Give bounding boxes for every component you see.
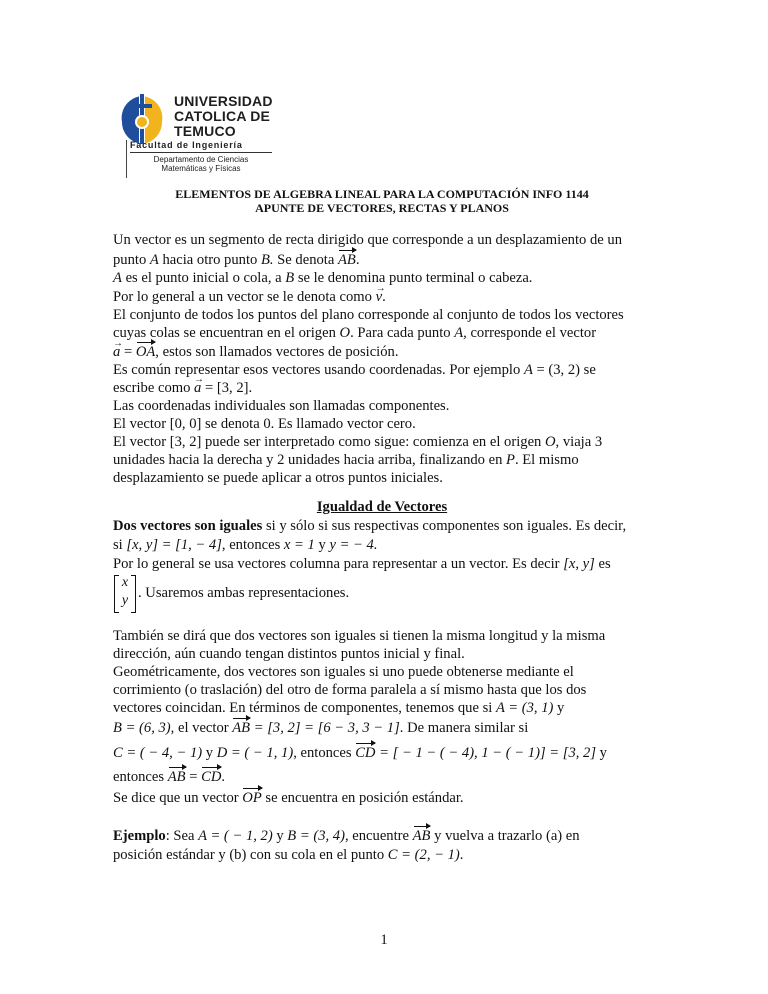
faculty-name: Facultad de Ingeniería: [130, 140, 243, 150]
column-vector-matrix: [112, 575, 138, 613]
document-title: ELEMENTOS DE ALGEBRA LINEAL PARA LA COMPUTACIÓN INFO 1144: [175, 187, 589, 201]
example-line: Ejemplo: Sea A = ( − 1, 2) y B = (3, 4), encuentre AB y vuelva a trazarlo (a) en: [113, 828, 580, 844]
logo-divider: [126, 140, 127, 178]
text-line: Por lo general se usa vectores columna para representar a un vector. Es decir [x, y] es: [113, 556, 611, 572]
text-line: si [x, y] = [1, − 4], entonces x = 1 y y = − 4.: [113, 537, 378, 553]
text-line: corrimiento (o traslación) del otro de forma paralela a sí mismo hasta que los dos: [113, 682, 587, 698]
text-line: Geométricamente, dos vectores son iguales si uno puede obtenerse mediante el: [113, 664, 574, 680]
text-line: El conjunto de todos los puntos del plano corresponde al conjunto de todos los vectores: [113, 307, 624, 323]
text-line: Dos vectores son iguales si y sólo si sus respectivas componentes son iguales. Es decir,: [113, 518, 627, 534]
text-line: Se dice que un vector OP se encuentra en posición estándar.: [113, 790, 464, 806]
university-logo: [112, 86, 282, 182]
text-line: a → = OA, estos son llamados vectores de posición.: [113, 344, 398, 361]
university-name-line-3: TEMUCO: [174, 123, 236, 139]
text-line: El vector [0, 0] se denota 0. Es llamado vector cero.: [113, 416, 416, 432]
matrix-entry-top: x: [121, 575, 129, 590]
text-line: Por lo general a un vector se le denota como v →.: [113, 289, 386, 306]
text-line: También se dirá que dos vectores son iguales si tienen la misma longitud y la misma: [113, 628, 606, 644]
text-line: unidades hacia la derecha y 2 unidades hacia arriba, finalizando en P. El mismo: [113, 452, 579, 468]
vector-oa: OA: [135, 344, 156, 360]
department-name: [130, 155, 272, 173]
text-line: dirección, aún cuando tengan distintos puntos inicial y final.: [113, 646, 465, 662]
department-line-2: Matemáticas y Físicas: [161, 164, 241, 173]
page-number: 1: [380, 932, 388, 948]
university-name-line-1: UNIVERSIDAD: [174, 93, 273, 109]
text-line: entonces AB = CD.: [113, 769, 226, 785]
vector-v: v →: [376, 289, 382, 306]
text-line: escribe como a → = [3, 2].: [113, 380, 252, 397]
document-subtitle: APUNTE DE VECTORES, RECTAS Y PLANOS: [255, 201, 509, 215]
text-line: El vector [3, 2] puede ser interpretado como sigue: comienza en el origen O, viaja 3: [113, 434, 603, 450]
text-line: B = (6, 3), el vector AB = [3, 2] = [6 − 3, 3 − 1]. De manera similar si: [113, 720, 529, 736]
text-line: cuyas colas se encuentran en el origen O. Para cada punto A, corresponde el vector: [113, 325, 597, 341]
logo-rule: [130, 152, 272, 153]
university-name-line-2: CATOLICA DE: [174, 108, 271, 124]
university-name: [174, 94, 273, 139]
text-line: A es el punto inicial o cola, a B se le denomina punto terminal o cabeza.: [113, 270, 533, 286]
text-line: . Usaremos ambas representaciones.: [138, 585, 350, 601]
vector-ab: AB: [337, 252, 356, 268]
text-line: Es común representar esos vectores usando coordenadas. Por ejemplo A = (3, 2) se: [113, 362, 596, 378]
department-line-1: Departamento de Ciencias: [153, 155, 249, 164]
example-line: posición estándar y (b) con su cola en el punto C = (2, − 1).: [113, 847, 464, 863]
text-line: desplazamiento se puede aplicar a otros puntos iniciales.: [113, 470, 443, 486]
text-line: C = ( − 4, − 1) y D = ( − 1, 1), entonces CD = [ − 1 − ( − 4), 1 − ( − 1)] = [3, 2] y: [113, 745, 607, 761]
text-line: vectores coincidan. En términos de componentes, tenemos que si A = (3, 1) y: [113, 700, 565, 716]
text-line: Las coordenadas individuales son llamadas componentes.: [113, 398, 450, 414]
text-line: punto A hacia otro punto B. Se denota AB.: [113, 252, 360, 268]
section-heading: Igualdad de Vectores: [316, 499, 448, 515]
text-line: Un vector es un segmento de recta dirigido que corresponde a un desplazamiento de un: [113, 232, 622, 248]
matrix-entry-bottom: y: [121, 593, 129, 608]
